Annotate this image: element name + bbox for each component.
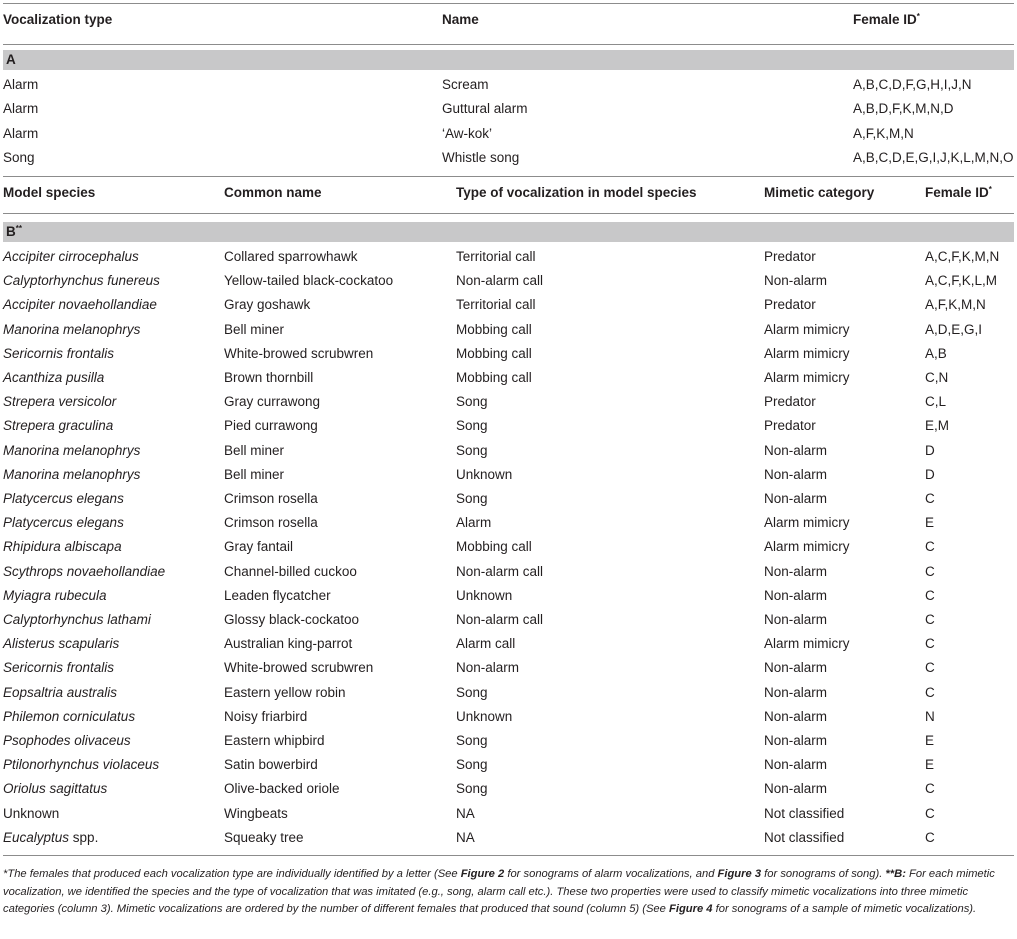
mimetic-category-cell: Alarm mimicry (764, 636, 850, 652)
footnote-part-4: For each mimetic vocalization, we identified the species and the type of vocalization that was imitated (e.g., song, alarm call etc.). These two properties were used to classify mimetic vocalizations into three mimetic categories (column 3). Mimetic vocalizations are ordered by the number of different females that produced that sound (column 5) (See (3, 868, 995, 915)
mimetic-category-cell: Non-alarm (764, 466, 828, 482)
common-name-cell: White-browed scrubwren (224, 345, 374, 361)
model-species-cell (3, 491, 124, 507)
model-species-name: Eucalyptus (3, 829, 70, 845)
model-species-name: Manorina melanophrys (3, 442, 141, 458)
vocalization-type-cell: Song (456, 442, 488, 458)
mimetic-category-cell: Alarm mimicry (764, 515, 850, 531)
model-species-name: Philemon corniculatus (3, 708, 136, 724)
model-species-name: Rhipidura albiscapa (3, 539, 122, 555)
vocalization-type-cell: NA (456, 805, 475, 821)
common-name-cell: Olive-backed oriole (224, 781, 340, 797)
model-species-name: Alisterus scapularis (3, 636, 120, 652)
header-name: Name (442, 12, 479, 27)
model-species-name: Oriolus sagittatus (3, 781, 108, 797)
vocalization-type-cell: Song (456, 684, 488, 700)
header-female-id-b-text: Female ID (925, 185, 989, 200)
model-species-suffix: spp. (69, 829, 99, 845)
female-id-cell: A,D,E,G,I (925, 321, 983, 337)
model-species-name: Platycercus elegans (3, 515, 124, 531)
figure-2-ref: Figure 2 (460, 868, 505, 880)
common-name-cell: Gray fantail (224, 539, 294, 555)
model-species-name: Manorina melanophrys (3, 321, 141, 337)
model-species-cell (3, 757, 159, 773)
female-id-cell: A,B,D,F,K,M,N,D (853, 101, 954, 117)
mimetic-category-cell: Non-alarm (764, 612, 828, 627)
model-species-cell (3, 612, 151, 628)
mimetic-category-cell: Predator (764, 297, 816, 313)
vocalization-type-cell: Unknown (456, 708, 513, 724)
common-name-cell: Pied currawong (224, 418, 318, 434)
vocalization-type-cell: Non-alarm call (456, 273, 544, 289)
section-a-header-rule (3, 44, 1014, 45)
common-name-cell: White-browed scrubwren (224, 660, 374, 676)
mimetic-category-cell: Non-alarm (764, 733, 828, 748)
top-rule (3, 3, 1014, 4)
model-species-cell (3, 515, 124, 531)
footnote-b-label: **B: (885, 868, 906, 880)
common-name-cell: Bell miner (224, 466, 285, 482)
mimetic-category-cell: Non-alarm (764, 781, 828, 797)
model-species-cell (3, 781, 107, 797)
model-species-name: Myiagra rubecula (3, 587, 107, 603)
model-species-cell (3, 830, 98, 846)
female-id-cell: C (925, 587, 935, 603)
vocalization-type-cell: Song (3, 149, 35, 165)
female-id-cell: A,F,K,M,N (925, 297, 986, 313)
mimetic-category-cell: Alarm mimicry (764, 539, 850, 555)
mimetic-category-cell: Non-alarm (764, 660, 828, 676)
name-cell: Whistle song (442, 149, 520, 165)
common-name-cell: Satin bowerbird (224, 757, 318, 773)
vocalization-type-cell: Non-alarm call (456, 612, 544, 627)
model-species-name: Accipiter cirrocephalus (3, 249, 139, 264)
common-name-cell: Yellow-tailed black-cockatoo (224, 273, 394, 289)
section-b-label-text: B (6, 224, 16, 239)
mimetic-category-cell: Non-alarm (764, 757, 828, 773)
model-species-name: Manorina melanophrys (3, 466, 141, 482)
female-id-cell: N (925, 708, 935, 724)
model-species-cell (3, 443, 140, 459)
vocalization-type-cell: Non-alarm (456, 660, 520, 676)
mimetic-category-cell: Not classified (764, 805, 845, 821)
section-b-label-mark: ** (15, 224, 22, 233)
female-id-cell: A,B,C,D,E,G,I,J,K,L,M,N,O (853, 149, 1014, 165)
model-species-cell (3, 249, 139, 265)
model-species-cell (3, 564, 165, 580)
model-species-name: Calyptorhynchus funereus (3, 273, 160, 289)
model-species-name: Scythrops novaehollandiae (3, 563, 166, 579)
common-name-cell: Crimson rosella (224, 491, 318, 506)
common-name-cell: Crimson rosella (224, 515, 318, 531)
female-id-cell: C (925, 491, 935, 506)
footnote-part-2: for sonograms of alarm vocalizations, and (504, 868, 718, 880)
section-b-band (3, 222, 1014, 242)
vocalization-type-cell: Territorial call (456, 297, 536, 313)
model-species-cell (3, 588, 107, 604)
mimetic-category-cell: Non-alarm (764, 442, 828, 458)
female-id-cell: A,B,C,D,F,G,H,I,J,N (853, 77, 972, 92)
mimetic-category-cell: Alarm mimicry (764, 321, 850, 337)
header-female-id-b (925, 185, 992, 201)
vocalization-type-cell: Mobbing call (456, 370, 532, 385)
female-id-cell: C (925, 539, 935, 555)
vocalization-type-cell: Song (456, 757, 488, 773)
footnote-part-3: for sonograms of song). (761, 868, 886, 880)
mimetic-category-cell: Non-alarm (764, 273, 828, 289)
model-species-name: Platycercus elegans (3, 491, 124, 506)
model-species-name: Calyptorhynchus lathami (3, 612, 151, 627)
figure-3-ref: Figure 3 (717, 868, 762, 880)
female-id-cell: C,L (925, 394, 947, 410)
footnote (3, 866, 1014, 919)
female-id-cell: A,C,F,K,M,N (925, 249, 1000, 264)
common-name-cell: Leaden flycatcher (224, 587, 331, 603)
header-common-name: Common name (224, 185, 322, 200)
vocalization-type-cell: Song (456, 781, 488, 797)
female-id-cell: E (925, 757, 935, 773)
vocalization-type-cell: Song (456, 418, 488, 434)
mimetic-category-cell: Non-alarm (764, 563, 828, 579)
vocalization-type-cell: Alarm (3, 101, 39, 117)
female-id-cell: C (925, 805, 935, 821)
common-name-cell: Noisy friarbird (224, 708, 308, 724)
header-mimetic-category: Mimetic category (764, 185, 875, 200)
mimetic-category-cell: Non-alarm (764, 684, 828, 700)
female-id-cell: C (925, 636, 935, 652)
vocalization-type-cell: Non-alarm call (456, 563, 544, 579)
vocalization-type-cell: Song (456, 733, 488, 748)
vocalization-type-cell: Song (456, 394, 488, 410)
female-id-cell: A,B (925, 345, 947, 361)
female-id-cell: C (925, 829, 935, 845)
footnote-part-1: *The females that produced each vocalization type are individually identified by a letter (See (3, 868, 461, 880)
common-name-cell: Wingbeats (224, 805, 288, 821)
model-species-name: Unknown (3, 805, 60, 821)
model-species-cell (3, 322, 140, 338)
female-id-cell: C (925, 781, 935, 797)
vocalization-type-cell: Mobbing call (456, 321, 532, 337)
vocalization-type-cell: Unknown (456, 466, 513, 482)
header-female-id (853, 12, 920, 28)
vocalization-type-cell: Alarm (3, 125, 39, 141)
common-name-cell: Brown thornbill (224, 370, 314, 385)
header-vocalization-type: Vocalization type (3, 12, 113, 27)
female-id-cell: A,F,K,M,N (853, 125, 914, 141)
vocalization-type-cell: Territorial call (456, 249, 536, 264)
common-name-cell: Squeaky tree (224, 829, 304, 845)
model-species-cell (3, 539, 122, 555)
footnote-part-5: for sonograms of a sample of mimetic vocalizations). (712, 903, 977, 915)
header-female-id-mark: * (916, 12, 920, 21)
female-id-cell: C (925, 660, 935, 676)
bottom-rule (3, 855, 1014, 856)
header-model-species: Model species (3, 185, 96, 200)
female-id-cell: E (925, 733, 935, 748)
figure-4-ref: Figure 4 (669, 903, 713, 915)
common-name-cell: Bell miner (224, 442, 285, 458)
model-species-name: Accipiter novaehollandiae (3, 297, 157, 313)
common-name-cell: Gray currawong (224, 394, 321, 410)
female-id-cell: C (925, 563, 935, 579)
model-species-cell (3, 467, 140, 483)
female-id-cell: C,N (925, 370, 949, 385)
header-female-id-b-mark: * (988, 185, 992, 194)
model-species-name: Sericornis frontalis (3, 345, 115, 361)
mimetic-category-cell: Non-alarm (764, 708, 828, 724)
model-species-cell (3, 733, 131, 749)
model-species-name: Acanthiza pusilla (3, 370, 105, 385)
model-species-cell (3, 685, 117, 701)
model-species-name: Sericornis frontalis (3, 660, 115, 676)
common-name-cell: Bell miner (224, 321, 285, 337)
vocalization-type-cell: Unknown (456, 587, 513, 603)
header-vocalization-model: Type of vocalization in model species (456, 185, 697, 200)
model-species-name: Strepera versicolor (3, 394, 117, 410)
model-species-name: Strepera graculina (3, 418, 114, 434)
mimetic-category-cell: Alarm mimicry (764, 370, 850, 385)
model-species-cell (3, 418, 113, 434)
female-id-cell: E (925, 515, 935, 531)
female-id-cell: C (925, 684, 935, 700)
common-name-cell: Gray goshawk (224, 297, 311, 313)
vocalization-type-cell: Alarm call (456, 636, 516, 652)
common-name-cell: Eastern whipbird (224, 733, 325, 748)
vocalization-type-cell: Alarm (456, 515, 492, 531)
mimetic-category-cell: Non-alarm (764, 587, 828, 603)
name-cell: Guttural alarm (442, 101, 528, 117)
model-species-name: Ptilonorhynchus violaceus (3, 757, 160, 773)
common-name-cell: Collared sparrowhawk (224, 249, 358, 264)
common-name-cell: Australian king-parrot (224, 636, 353, 652)
model-species-cell (3, 660, 114, 676)
model-species-name: Eopsaltria australis (3, 684, 118, 700)
model-species-cell (3, 297, 157, 313)
name-cell: Scream (442, 77, 489, 92)
section-b-label (6, 224, 22, 239)
female-id-cell: C (925, 612, 935, 627)
mimetic-category-cell: Alarm mimicry (764, 345, 850, 361)
common-name-cell: Eastern yellow robin (224, 684, 346, 700)
model-species-cell (3, 370, 104, 386)
vocalization-type-cell: Song (456, 491, 488, 506)
vocalization-type-cell: Mobbing call (456, 539, 532, 555)
model-species-cell (3, 709, 135, 725)
female-id-cell: E,M (925, 418, 950, 434)
model-species-cell (3, 346, 114, 362)
mimetic-category-cell: Predator (764, 394, 816, 410)
mimetic-category-cell: Predator (764, 418, 816, 434)
section-a-band (3, 50, 1014, 70)
header-female-id-text: Female ID (853, 12, 917, 27)
model-species-cell (3, 394, 116, 410)
vocalization-type-cell: Alarm (3, 77, 39, 92)
mimetic-category-cell: Predator (764, 249, 816, 264)
female-id-cell: D (925, 442, 935, 458)
mimetic-category-cell: Non-alarm (764, 491, 828, 506)
female-id-cell: D (925, 466, 935, 482)
model-species-cell (3, 273, 160, 289)
section-b-top-rule (3, 176, 1014, 177)
common-name-cell: Glossy black-cockatoo (224, 612, 360, 627)
section-b-header-rule (3, 213, 1014, 214)
female-id-cell: A,C,F,K,L,M (925, 273, 998, 289)
section-a-label: A (6, 52, 16, 67)
common-name-cell: Channel-billed cuckoo (224, 563, 357, 579)
name-cell: ‘Aw-kok’ (442, 125, 493, 141)
mimetic-category-cell: Not classified (764, 829, 845, 845)
model-species-cell (3, 806, 59, 822)
model-species-name: Psophodes olivaceus (3, 733, 131, 748)
model-species-cell (3, 636, 119, 652)
vocalization-type-cell: NA (456, 829, 475, 845)
vocalization-type-cell: Mobbing call (456, 345, 532, 361)
